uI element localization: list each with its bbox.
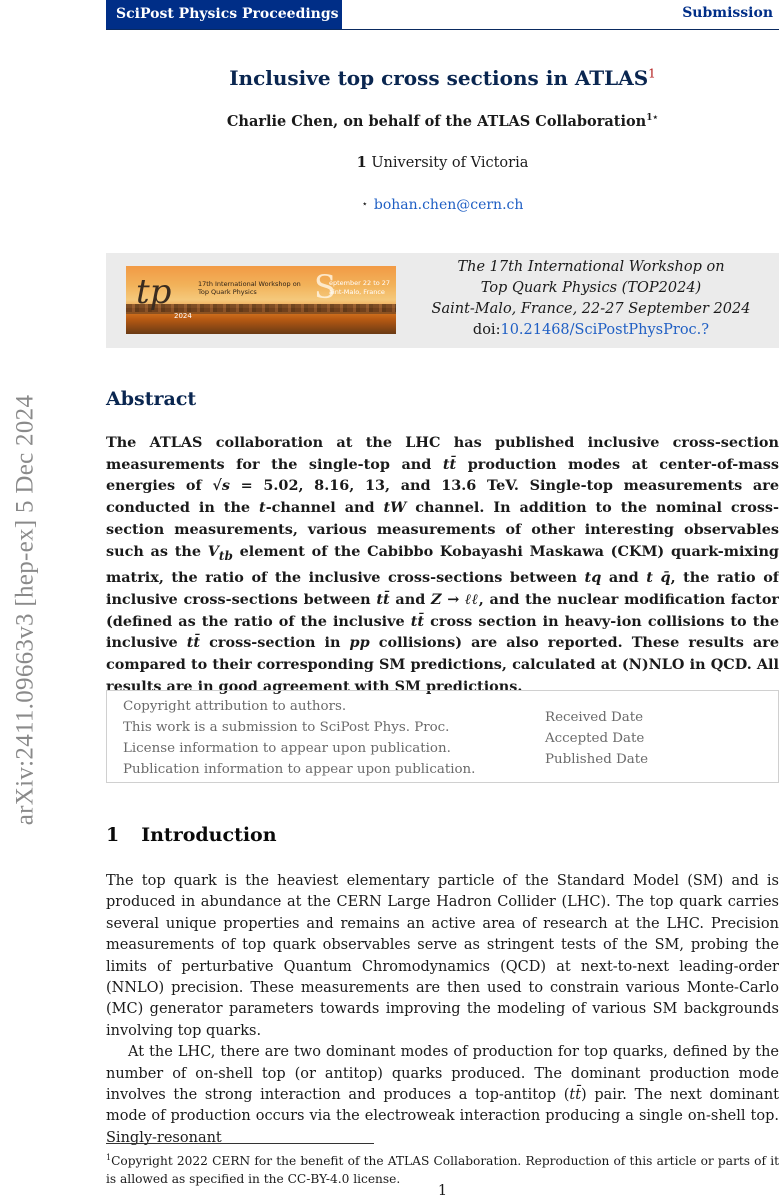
banner-logo: tp	[136, 272, 172, 312]
author-line: Charlie Chen, on behalf of the ATLAS Collaboration$^{1⋆}$	[226, 113, 659, 130]
doi-link[interactable]: 10.21468/SciPostPhysProc.?	[500, 322, 710, 338]
conference-box	[106, 253, 779, 348]
copyright-box	[106, 690, 779, 783]
banner-initial: S	[314, 268, 336, 306]
title-footnote-mark[interactable]: 1	[648, 66, 656, 81]
publication-dates: Received Date Accepted Date Published Date	[545, 710, 649, 767]
footnote: $^1$Copyright 2022 CERN for the benefit of the ATLAS Collaboration. Reproduction of this article or parts of it is allowed as specified in the CC-BY-4.0 license.	[106, 1153, 779, 1187]
section-heading-introduction: 1 Introduction	[106, 824, 277, 846]
abstract-text: The ATLAS collaboration at the LHC has published inclusive cross-section measurements for the single-top and tt̄ production modes at center-of-mass energies of √s = 5.02, 8.16, 13, and 13.6 TeV. Single-top measurements are conducted in the t-channel and tW channel. In addition to the nominal cross-section measurements, various measurements of other interesting observables such as the $V_{tb}$ element of the Cabibbo Kobayashi Maskawa (CKM) quark-mixing matrix, the ratio of the inclusive cross-sections between tq and t q̄, the ratio of inclusive cross-sections between tt̄ and Z → ℓℓ, and the nuclear modification factor (defined as the ratio of the inclusive tt̄ cross section in heavy-ion collisions to the inclusive tt̄ cross-section in pp collisions) are also reported. These results are compared to their corresponding SM predictions, calculated at (N)NLO in QCD. All results are in good agreement with SM predictions.	[106, 434, 779, 695]
submission-label: Submission	[682, 5, 773, 21]
introduction-text	[106, 871, 779, 1149]
copyright-info: Copyright attribution to authors. This work is a submission to SciPost Phys. Proc. License information to appear upon publication. Publication information to appear upon publication.	[123, 699, 476, 777]
affiliation: 1 University of Victoria	[356, 154, 529, 171]
author-affil-mark: 1⋆	[646, 113, 659, 124]
doi-line: doi:10.21468/SciPostPhysProc.?	[472, 322, 710, 338]
abstract-heading: Abstract	[106, 388, 197, 410]
conference-banner	[126, 266, 396, 334]
paragraph: The top quark is the heaviest elementary particle of the Standard Model (SM) and is produced in abundance at the CERN Large Hadron Collider (LHC). The top quark carries several unique properties and remains an active area of research at the LHC. Precision measurements of top quark observables serve as stringent tests of the SM, probing the limits of perturbative Quantum Chromodynamics (QCD) at next-to-next leading-order (NNLO) precision. These measurements are then used to constrain various Monte-Carlo (MC) generator parameters towards improving the modeling of various SM backgrounds involving top quarks.	[106, 873, 779, 1039]
star-icon: ⋆	[361, 199, 368, 210]
paragraph: At the LHC, there are two dominant modes of production for top quarks, defined by the number of on-shell top (or antitop) quarks produced. The dominant production mode involves the strong interaction and produces a top-antitop (tt̄) pair. The next dominant mode of production occurs via the electroweak interaction producing a single on-shell top. Singly-resonant	[106, 1044, 779, 1146]
banner-date-text: eptember 22 to 27 aint-Malo, France	[329, 279, 391, 296]
journal-name: SciPost Physics Proceedings	[106, 0, 342, 29]
email-link[interactable]: bohan.chen@cern.ch	[373, 197, 524, 213]
conference-info: The 17th International Workshop on Top Quark Physics (TOP2024) Saint-Malo, France, 22-27 September 2024 doi:10.21468/SciPostPhysProc.?	[406, 257, 776, 341]
banner-year: 2024	[174, 312, 192, 320]
footnote-divider	[106, 1143, 374, 1144]
arxiv-stamp: arXiv:2411.09663v3 [hep-ex] 5 Dec 2024	[11, 394, 39, 826]
email-line	[106, 197, 779, 213]
page-number: 1	[437, 1183, 448, 1199]
paper-title: Inclusive top cross sections in ATLAS$^1$	[229, 66, 656, 90]
banner-workshop-text: 17th International Workshop on Top Quark Physics	[198, 280, 301, 296]
page-header	[106, 0, 779, 30]
